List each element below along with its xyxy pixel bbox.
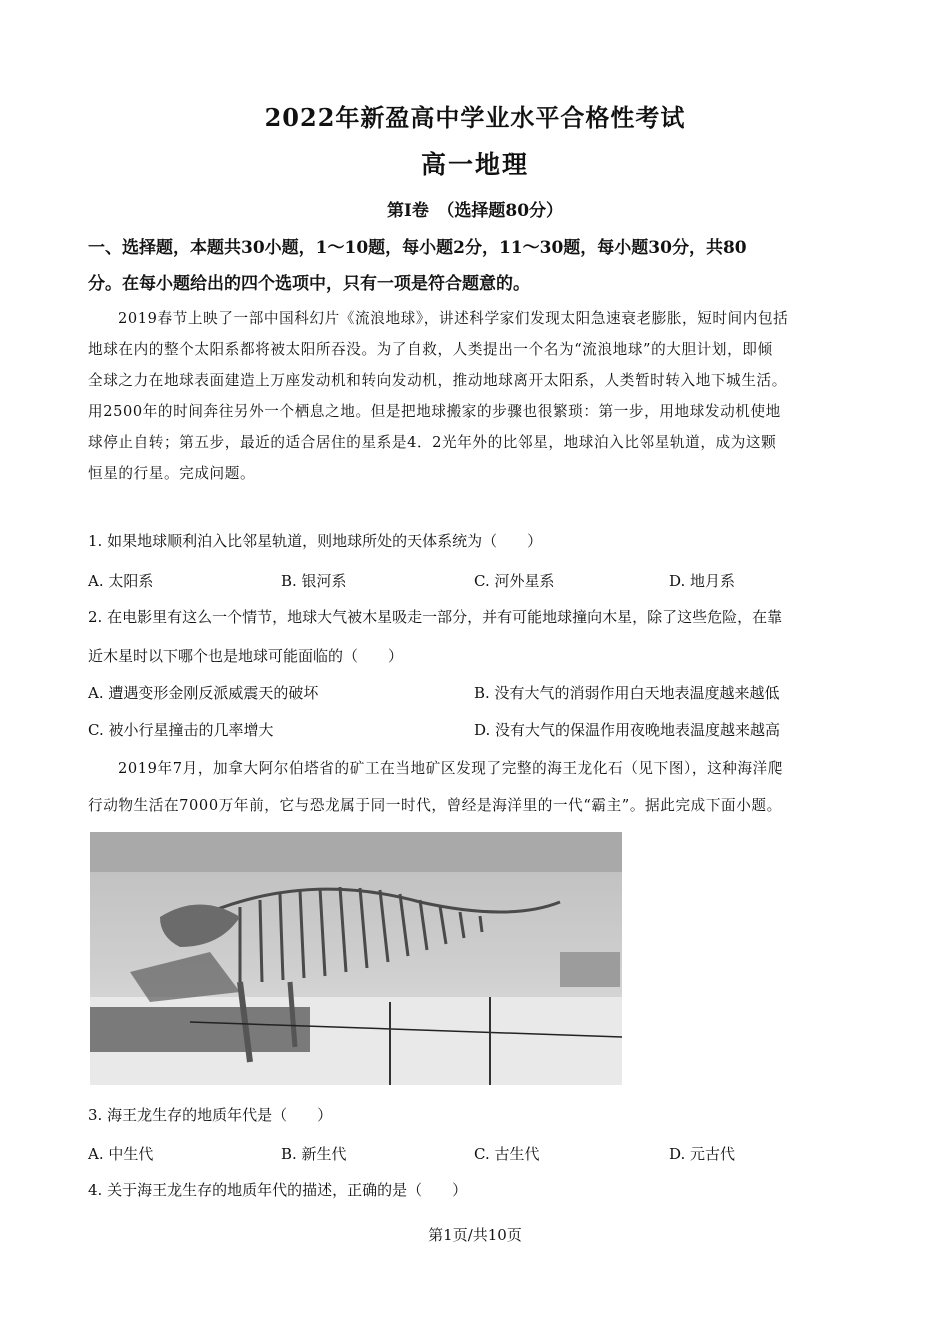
passage-1-line: 地球在内的整个太阳系都将被太阳所吞没。为了自救，人类提出一个名为“流浪地球”的大胆计划，即倾	[88, 341, 773, 358]
q1-option-a: A. 太阳系	[88, 572, 154, 590]
passage-1-line: 用2500年的时间奔往另外一个栖息之地。但是把地球搬家的步骤也很繁琐：第一步，用地球发动机使地	[88, 403, 781, 420]
q2-option-c: C. 被小行星撞击的几率增大	[88, 721, 274, 739]
passage-1-line: 2019春节上映了一部中国科幻片《流浪地球》，讲述科学家们发现太阳急速衰老膨胀，短时间内包括	[118, 310, 789, 327]
q2-option-b: B. 没有大气的消弱作用白天地表温度越来越低	[474, 684, 780, 702]
page-number: 第1页/共10页	[428, 1226, 522, 1244]
fossil-photo-illustration	[90, 832, 622, 1085]
passage-2	[88, 753, 860, 821]
q3-option-d: D. 元古代	[669, 1145, 736, 1163]
passage-1-line: 球停止自转；第五步，最近的适合居住的星系是4．2光年外的比邻星，地球泊入比邻星轨道，成为这颗	[88, 434, 777, 451]
instructions-line-1: 一、选择题，本题共30小题，1～10题，每小题2分，11～30题，每小题30分，共80	[88, 238, 747, 258]
q2-stem-line: 近木星时以下哪个也是地球可能面临的（ ）	[88, 647, 404, 665]
subject-title: 高一地理	[420, 150, 529, 179]
section-title: 第Ⅰ卷 （选择题80分）	[386, 201, 564, 221]
passage-1-line: 全球之力在地球表面建造上万座发动机和转向发动机，推动地球离开太阳系，人类暂时转入地下城生活。	[88, 372, 787, 389]
passage-1-line: 恒星的行星。完成问题。	[88, 465, 256, 482]
passage-1	[88, 303, 860, 489]
exam-title: 2022年新盈高中学业水平合格性考试	[264, 103, 686, 132]
q2-stem-line: 2. 在电影里有这么一个情节，地球大气被木星吸走一部分，并有可能地球撞向木星，除了这些危险，在靠	[88, 608, 783, 626]
question-1-stem: 1. 如果地球顺利泊入比邻星轨道，则地球所处的天体系统为（ ）	[88, 532, 543, 550]
question-4-stem: 4. 关于海王龙生存的地质年代的描述，正确的是（ ）	[88, 1181, 468, 1199]
q1-option-d: D. 地月系	[669, 572, 736, 590]
passage-2-line: 2019年7月，加拿大阿尔伯塔省的矿工在当地矿区发现了完整的海王龙化石（见下图），这种海洋爬	[118, 760, 784, 777]
q2-option-a: A. 遭遇变形金刚反派威震天的破坏	[88, 684, 319, 702]
q2-option-d: D. 没有大气的保温作用夜晚地表温度越来越高	[474, 721, 781, 739]
q1-option-b: B. 银河系	[281, 572, 347, 590]
q3-option-c: C. 古生代	[474, 1145, 540, 1163]
q1-option-c: C. 河外星系	[474, 572, 555, 590]
q3-option-a: A. 中生代	[88, 1145, 154, 1163]
instructions-line-2: 分。在每小题给出的四个选项中，只有一项是符合题意的。	[88, 274, 530, 294]
passage-2-line: 行动物生活在7000万年前，它与恐龙属于同一时代，曾经是海洋里的一代“霸主”。据此完成下面小题。	[88, 797, 782, 814]
question-3-stem: 3. 海王龙生存的地质年代是（ ）	[88, 1106, 333, 1124]
mosasaur-fossil-photo	[90, 832, 622, 1085]
q3-option-b: B. 新生代	[281, 1145, 347, 1163]
question-2-stem	[88, 602, 868, 672]
